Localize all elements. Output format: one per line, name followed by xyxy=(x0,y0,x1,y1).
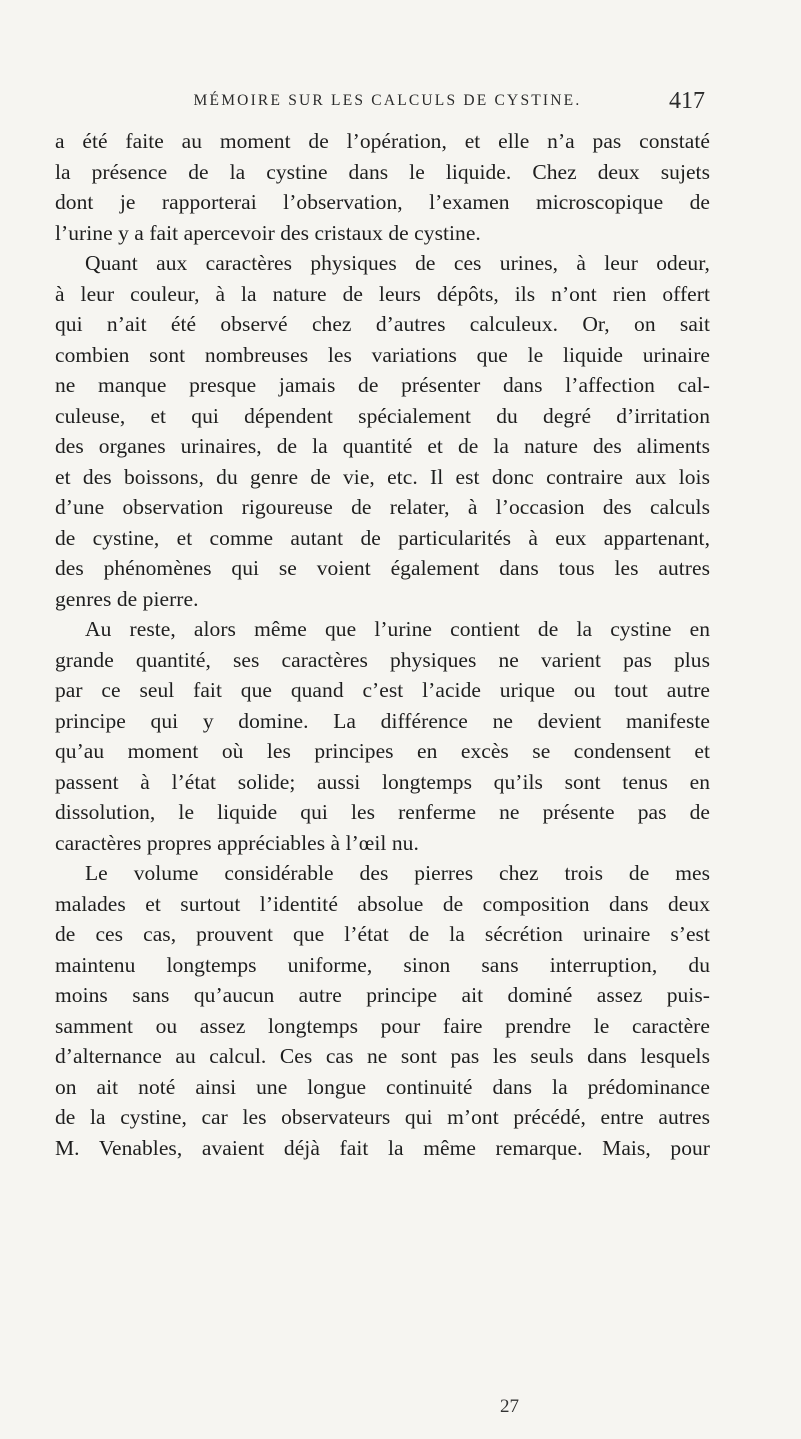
text-line: caractères propres appréciables à l’œil nu. xyxy=(55,830,419,855)
text-line: a été faite au moment de l’opération, et elle n’a pas constaté xyxy=(55,129,710,153)
text-line: par ce seul fait que quand c’est l’acide urique ou tout autre xyxy=(55,678,710,702)
text-line: M. Venables, avaient déjà fait la même remarque. Mais, pour xyxy=(55,1135,710,1160)
text-line: passent à l’état solide; aussi longtemps qu’ils sont tenus en xyxy=(55,769,710,794)
text-line: grande quantité, ses caractères physiques ne varient pas plus xyxy=(55,647,710,672)
text-line: Quant aux caractères physiques de ces urines, à leur odeur, xyxy=(85,251,710,275)
text-line: dissolution, le liquide qui les renferme ne présente pas de xyxy=(55,800,710,824)
text-line: principe qui y domine. La différence ne devient manifeste xyxy=(55,708,710,733)
text-line: à leur couleur, à la nature de leurs dépôts, ils n’ont rien offert xyxy=(55,281,710,306)
text-line: moins sans qu’aucun autre principe ait dominé assez puis- xyxy=(55,983,710,1007)
text-line: maintenu longtemps uniforme, sinon sans interruption, du xyxy=(55,952,710,977)
text-line: malades et surtout l’identité absolue de composition dans deux xyxy=(55,891,710,916)
text-line: on ait noté ainsi une longue continuité dans la prédominance xyxy=(55,1074,710,1099)
text-line: d’une observation rigoureuse de relater, à l’occasion des calculs xyxy=(55,495,710,519)
text-line: ne manque presque jamais de présenter dans l’affection cal- xyxy=(55,373,710,397)
signature-mark: 27 xyxy=(500,1396,519,1417)
text-line: culeuse, et qui dépendent spécialement du degré d’irritation xyxy=(55,403,710,428)
running-head xyxy=(115,88,705,118)
page-number: 417 xyxy=(669,88,705,114)
text-line: de cystine, et comme autant de particularités à eux appartenant, xyxy=(55,525,710,550)
text-line: qu’au moment où les principes en excès se condensent et xyxy=(55,739,710,763)
body-text xyxy=(55,126,710,1163)
text-line: et des boissons, du genre de vie, etc. Il est donc contraire aux lois xyxy=(55,464,710,489)
text-line: dont je rapporterai l’observation, l’examen microscopique de xyxy=(55,190,710,214)
text-line: samment ou assez longtemps pour faire prendre le caractère xyxy=(55,1013,710,1038)
text-line: la présence de la cystine dans le liquide. Chez deux sujets xyxy=(55,159,710,184)
text-line: des phénomènes qui se voient également dans tous les autres xyxy=(55,556,710,580)
text-line: l’urine y a fait apercevoir des cristaux de cystine. xyxy=(55,220,481,245)
text-line: de ces cas, prouvent que l’état de la sécrétion urinaire s’est xyxy=(55,922,710,946)
running-title: MÉMOIRE SUR LES CALCULS DE CYSTINE. xyxy=(193,92,582,109)
text-line: de la cystine, car les observateurs qui m’ont précédé, entre autres xyxy=(55,1105,710,1129)
text-line: des organes urinaires, de la quantité et de la nature des aliments xyxy=(55,434,710,458)
text-line: combien sont nombreuses les variations que le liquide urinaire xyxy=(55,342,710,367)
text-line: qui n’ait été observé chez d’autres calculeux. Or, on sait xyxy=(55,312,710,336)
text-line: Le volume considérable des pierres chez trois de mes xyxy=(85,861,710,885)
text-line: Au reste, alors même que l’urine contient de la cystine en xyxy=(85,617,710,641)
text-line: d’alternance au calcul. Ces cas ne sont pas les seuls dans lesquels xyxy=(55,1044,710,1068)
text-line: genres de pierre. xyxy=(55,586,199,611)
